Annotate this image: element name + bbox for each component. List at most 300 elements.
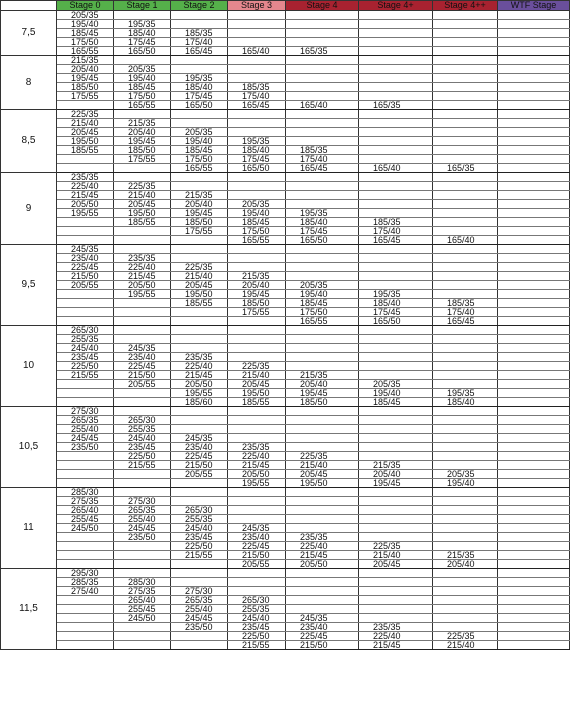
table-row (1, 533, 570, 542)
table-row (1, 371, 570, 380)
tire-size-cell (286, 173, 359, 182)
tire-size-cell (359, 344, 433, 353)
tire-size-cell: 205/40 (57, 65, 114, 74)
tire-size-cell: 225/35 (114, 182, 171, 191)
rim-width-cell: 9,5 (1, 245, 57, 326)
tire-size-cell (433, 47, 498, 56)
tire-size-cell (359, 371, 433, 380)
tire-size-cell: 235/40 (114, 353, 171, 362)
tire-size-cell (359, 56, 433, 65)
tire-size-cell (171, 326, 228, 335)
tire-size-cell (57, 380, 114, 389)
tire-size-cell: 165/50 (114, 47, 171, 56)
tire-size-cell (171, 119, 228, 128)
header-row (1, 1, 570, 11)
tire-size-cell (359, 614, 433, 623)
tire-size-cell: 175/45 (359, 308, 433, 317)
tire-size-cell (114, 56, 171, 65)
tire-size-cell (57, 299, 114, 308)
tire-size-cell (286, 434, 359, 443)
tire-size-cell: 225/35 (359, 542, 433, 551)
tire-size-cell: 185/50 (286, 398, 359, 407)
tire-size-cell (228, 11, 286, 20)
tire-size-cell (433, 542, 498, 551)
tire-size-cell: 185/55 (114, 218, 171, 227)
tire-size-cell: 205/55 (57, 281, 114, 290)
tire-size-cell (359, 38, 433, 47)
tire-size-cell: 215/50 (286, 641, 359, 650)
tire-size-cell: 235/35 (57, 173, 114, 182)
tire-size-cell (286, 443, 359, 452)
tire-size-cell (286, 191, 359, 200)
tire-size-cell (359, 182, 433, 191)
tire-size-cell (433, 83, 498, 92)
tire-size-cell (228, 263, 286, 272)
tire-size-cell: 165/35 (359, 101, 433, 110)
tire-size-cell: 185/45 (228, 218, 286, 227)
tire-size-cell (359, 272, 433, 281)
tire-size-cell (498, 443, 570, 452)
tire-size-cell: 175/45 (286, 227, 359, 236)
tire-size-cell (228, 119, 286, 128)
tire-size-cell (114, 488, 171, 497)
tire-size-cell (498, 434, 570, 443)
tire-size-cell (114, 632, 171, 641)
tire-size-cell: 265/40 (114, 596, 171, 605)
tire-size-cell (433, 569, 498, 578)
tire-size-cell (433, 335, 498, 344)
tire-size-cell (498, 407, 570, 416)
tire-size-cell: 165/35 (286, 47, 359, 56)
tire-size-cell: 225/35 (228, 362, 286, 371)
tire-size-cell (57, 452, 114, 461)
tire-size-cell (228, 20, 286, 29)
tire-size-cell: 175/55 (228, 308, 286, 317)
tire-size-cell: 165/55 (286, 317, 359, 326)
tire-size-cell: 225/35 (57, 110, 114, 119)
tire-size-cell (433, 614, 498, 623)
tire-size-cell (498, 632, 570, 641)
tire-size-cell (433, 578, 498, 587)
table-row (1, 434, 570, 443)
table-row (1, 20, 570, 29)
table-row (1, 542, 570, 551)
tire-size-cell (359, 425, 433, 434)
tire-size-cell (359, 191, 433, 200)
tire-size-cell (286, 596, 359, 605)
tire-size-cell (498, 335, 570, 344)
tire-size-cell (498, 371, 570, 380)
tire-size-cell (433, 272, 498, 281)
tire-size-cell: 185/40 (171, 83, 228, 92)
tire-size-cell: 235/50 (57, 443, 114, 452)
tire-size-cell (114, 551, 171, 560)
tire-size-cell (498, 173, 570, 182)
tire-size-cell: 265/35 (171, 596, 228, 605)
tire-size-cell: 195/35 (114, 20, 171, 29)
tire-size-cell (57, 551, 114, 560)
tire-size-cell (498, 110, 570, 119)
tire-size-cell: 205/50 (228, 470, 286, 479)
tire-size-cell: 205/45 (57, 128, 114, 137)
tire-size-cell (498, 38, 570, 47)
tire-size-cell: 195/35 (433, 389, 498, 398)
table-row (1, 254, 570, 263)
tire-size-cell (228, 578, 286, 587)
tire-size-cell (359, 353, 433, 362)
tire-size-cell (228, 353, 286, 362)
tire-size-cell (114, 641, 171, 650)
tire-size-cell (498, 425, 570, 434)
tire-size-cell: 175/40 (228, 92, 286, 101)
table-body (1, 11, 570, 650)
tire-size-cell: 175/50 (114, 92, 171, 101)
tire-size-cell: 205/50 (57, 200, 114, 209)
tire-size-cell (498, 209, 570, 218)
tire-size-cell: 205/35 (433, 470, 498, 479)
table-row (1, 281, 570, 290)
tire-size-cell (498, 272, 570, 281)
tire-size-cell (498, 119, 570, 128)
tire-size-cell: 225/45 (228, 542, 286, 551)
tire-size-cell (433, 425, 498, 434)
tire-size-cell: 185/55 (228, 398, 286, 407)
table-row (1, 461, 570, 470)
tire-size-cell (359, 83, 433, 92)
tire-size-cell: 175/50 (57, 38, 114, 47)
tire-size-cell: 235/40 (57, 254, 114, 263)
tire-size-cell (171, 416, 228, 425)
tire-size-cell: 195/40 (114, 74, 171, 83)
table-row (1, 407, 570, 416)
tire-size-cell (433, 587, 498, 596)
tire-size-cell: 215/35 (57, 56, 114, 65)
tire-size-cell: 215/45 (286, 551, 359, 560)
table-row (1, 569, 570, 578)
tire-size-cell (433, 380, 498, 389)
table-row (1, 236, 570, 245)
tire-size-cell (359, 92, 433, 101)
tire-size-cell (498, 191, 570, 200)
tire-size-cell: 195/35 (359, 290, 433, 299)
tire-size-cell (114, 389, 171, 398)
table-row (1, 227, 570, 236)
tire-size-cell: 165/40 (228, 47, 286, 56)
tire-size-cell (359, 20, 433, 29)
tire-size-cell (114, 560, 171, 569)
tire-size-cell: 195/45 (171, 209, 228, 218)
tire-size-cell (286, 605, 359, 614)
tire-size-cell (359, 596, 433, 605)
tire-size-cell: 205/40 (359, 470, 433, 479)
tire-size-cell (433, 371, 498, 380)
tire-size-cell: 205/45 (228, 380, 286, 389)
table-row (1, 137, 570, 146)
tire-size-cell (171, 425, 228, 434)
tire-size-cell (498, 65, 570, 74)
tire-size-cell: 205/35 (228, 200, 286, 209)
tire-size-cell: 245/35 (228, 524, 286, 533)
tire-size-cell (433, 38, 498, 47)
tire-size-cell (228, 65, 286, 74)
tire-size-cell (359, 65, 433, 74)
tire-size-cell: 225/50 (114, 452, 171, 461)
tire-size-cell: 195/40 (171, 137, 228, 146)
tire-size-cell (498, 380, 570, 389)
table-row (1, 632, 570, 641)
tire-size-cell: 215/45 (57, 191, 114, 200)
tire-size-cell: 195/40 (286, 290, 359, 299)
tire-size-cell (433, 623, 498, 632)
tire-size-cell (228, 335, 286, 344)
tire-size-cell: 215/55 (171, 551, 228, 560)
tire-size-cell (228, 128, 286, 137)
tire-size-cell (114, 398, 171, 407)
tire-size-cell (114, 299, 171, 308)
tire-size-cell (228, 506, 286, 515)
tire-size-cell: 215/35 (286, 371, 359, 380)
tire-size-cell (498, 623, 570, 632)
tire-size-cell: 205/50 (114, 281, 171, 290)
tire-size-cell (286, 578, 359, 587)
tire-size-cell (498, 218, 570, 227)
tire-size-cell (498, 254, 570, 263)
table-row (1, 245, 570, 254)
tire-size-cell (57, 479, 114, 488)
tire-size-cell: 285/35 (57, 578, 114, 587)
tire-size-cell: 175/45 (171, 92, 228, 101)
tire-size-cell (433, 434, 498, 443)
tire-size-cell (498, 20, 570, 29)
tire-size-cell (57, 632, 114, 641)
tire-size-cell (433, 497, 498, 506)
tire-size-cell (433, 101, 498, 110)
tire-size-cell: 215/50 (114, 371, 171, 380)
tire-size-cell (359, 416, 433, 425)
tire-size-cell: 225/35 (433, 632, 498, 641)
tire-size-cell: 245/50 (114, 614, 171, 623)
rim-width-cell: 10,5 (1, 407, 57, 488)
tire-size-cell (359, 587, 433, 596)
table-row (1, 641, 570, 650)
tire-size-cell: 215/55 (114, 461, 171, 470)
tire-size-cell (359, 569, 433, 578)
tire-size-cell (228, 515, 286, 524)
tire-size-cell: 185/35 (433, 299, 498, 308)
tire-size-cell (433, 155, 498, 164)
rim-width-cell: 8,5 (1, 110, 57, 173)
tire-size-cell: 225/40 (171, 362, 228, 371)
tire-size-cell (286, 38, 359, 47)
tire-size-cell (286, 56, 359, 65)
tire-size-cell (498, 200, 570, 209)
tire-size-cell (57, 236, 114, 245)
tire-size-cell: 205/55 (114, 380, 171, 389)
tire-size-cell: 295/30 (57, 569, 114, 578)
tire-size-cell: 235/35 (286, 533, 359, 542)
tire-size-cell (114, 335, 171, 344)
tire-size-cell (498, 497, 570, 506)
tire-size-cell: 245/35 (171, 434, 228, 443)
tire-size-cell: 195/45 (286, 389, 359, 398)
tire-size-cell (286, 488, 359, 497)
tire-size-cell: 215/35 (228, 272, 286, 281)
tire-size-cell (57, 560, 114, 569)
tire-size-cell: 255/45 (57, 515, 114, 524)
table-row (1, 110, 570, 119)
tire-size-cell: 185/40 (114, 29, 171, 38)
tire-size-cell: 195/50 (228, 389, 286, 398)
header-wtf-stage: WTF Stage (498, 1, 570, 11)
tire-size-cell (171, 65, 228, 74)
tire-size-cell: 195/55 (171, 389, 228, 398)
tire-size-cell (359, 362, 433, 371)
table-row (1, 299, 570, 308)
tire-size-cell: 225/40 (359, 632, 433, 641)
tire-size-cell: 275/35 (114, 587, 171, 596)
tire-size-cell (359, 146, 433, 155)
tire-size-cell (498, 587, 570, 596)
tire-size-cell (286, 569, 359, 578)
tire-size-cell: 225/45 (286, 632, 359, 641)
rim-width-cell: 8 (1, 56, 57, 110)
tire-size-cell (359, 254, 433, 263)
tire-size-cell: 165/50 (359, 317, 433, 326)
tire-size-cell: 205/55 (228, 560, 286, 569)
tire-size-cell: 225/40 (114, 263, 171, 272)
tire-size-cell (286, 362, 359, 371)
table-row (1, 506, 570, 515)
tire-size-cell (433, 326, 498, 335)
tire-size-cell: 255/40 (114, 515, 171, 524)
tire-size-cell (114, 164, 171, 173)
tire-size-cell (359, 128, 433, 137)
tire-size-cell (498, 560, 570, 569)
tire-size-cell: 225/45 (114, 362, 171, 371)
tire-size-cell (433, 362, 498, 371)
table-row (1, 191, 570, 200)
table-row (1, 425, 570, 434)
tire-size-cell: 215/50 (228, 551, 286, 560)
tire-size-cell (171, 497, 228, 506)
tire-size-cell (498, 506, 570, 515)
table-row (1, 614, 570, 623)
tire-size-cell: 195/40 (433, 479, 498, 488)
tire-size-cell (359, 110, 433, 119)
tire-size-cell: 215/50 (57, 272, 114, 281)
tire-size-cell (228, 29, 286, 38)
tire-size-cell: 215/40 (359, 551, 433, 560)
tire-size-cell (433, 227, 498, 236)
tire-size-cell: 205/40 (228, 281, 286, 290)
tire-size-cell: 195/55 (57, 209, 114, 218)
tire-size-cell: 215/40 (228, 371, 286, 380)
tire-size-cell (57, 227, 114, 236)
tire-size-cell (57, 398, 114, 407)
tire-size-cell: 215/55 (57, 371, 114, 380)
tire-size-cell (433, 65, 498, 74)
tire-size-cell: 245/35 (57, 245, 114, 254)
tire-size-cell: 255/35 (57, 335, 114, 344)
tire-size-cell: 245/40 (171, 524, 228, 533)
tire-size-cell (433, 128, 498, 137)
tire-size-cell (498, 614, 570, 623)
table-row (1, 560, 570, 569)
tire-size-cell: 285/30 (57, 488, 114, 497)
tire-size-cell: 185/45 (114, 83, 171, 92)
tire-size-cell (498, 398, 570, 407)
table-row (1, 272, 570, 281)
tire-size-cell: 205/45 (171, 281, 228, 290)
tire-size-cell: 245/40 (228, 614, 286, 623)
tire-size-cell: 215/35 (171, 191, 228, 200)
tire-size-cell (286, 254, 359, 263)
tire-size-cell: 255/35 (171, 515, 228, 524)
tire-size-cell (498, 92, 570, 101)
tire-size-cell (286, 137, 359, 146)
tire-size-cell (498, 479, 570, 488)
tire-size-cell: 195/55 (114, 290, 171, 299)
tire-size-cell (359, 119, 433, 128)
tire-size-cell: 175/40 (286, 155, 359, 164)
tire-size-cell (359, 245, 433, 254)
tire-size-cell: 275/30 (57, 407, 114, 416)
tire-size-cell: 205/35 (359, 380, 433, 389)
tire-size-cell (171, 236, 228, 245)
tire-size-cell (498, 524, 570, 533)
table-row (1, 416, 570, 425)
tire-size-cell (498, 227, 570, 236)
tire-size-cell: 225/35 (171, 263, 228, 272)
tire-size-cell (228, 587, 286, 596)
tire-size-cell: 195/50 (114, 209, 171, 218)
tire-size-cell (498, 461, 570, 470)
table-row (1, 317, 570, 326)
tire-size-cell (171, 335, 228, 344)
tire-size-cell (171, 407, 228, 416)
table-row (1, 398, 570, 407)
tire-size-cell: 235/50 (114, 533, 171, 542)
header-stage-4-plus: Stage 4+ (359, 1, 433, 11)
tire-size-cell: 185/45 (171, 146, 228, 155)
tire-size-cell (286, 425, 359, 434)
table-row (1, 344, 570, 353)
tire-size-cell (433, 524, 498, 533)
tire-size-cell: 265/30 (228, 596, 286, 605)
tire-size-cell (171, 479, 228, 488)
tire-size-cell: 215/40 (433, 641, 498, 650)
tire-size-cell (359, 29, 433, 38)
tire-size-cell: 185/35 (171, 29, 228, 38)
tire-size-cell (359, 488, 433, 497)
tire-size-cell (359, 515, 433, 524)
tire-size-cell (114, 569, 171, 578)
table-row (1, 497, 570, 506)
tire-size-cell: 235/40 (171, 443, 228, 452)
tire-size-cell (498, 128, 570, 137)
tire-size-cell (359, 155, 433, 164)
tire-size-cell: 235/35 (359, 623, 433, 632)
tire-size-cell (286, 110, 359, 119)
tire-size-cell (286, 416, 359, 425)
tire-size-cell (498, 353, 570, 362)
tire-size-cell: 205/40 (171, 200, 228, 209)
tire-size-cell (171, 110, 228, 119)
tire-size-cell (57, 317, 114, 326)
tire-size-cell (57, 542, 114, 551)
tire-size-cell (171, 344, 228, 353)
tire-size-cell (228, 407, 286, 416)
